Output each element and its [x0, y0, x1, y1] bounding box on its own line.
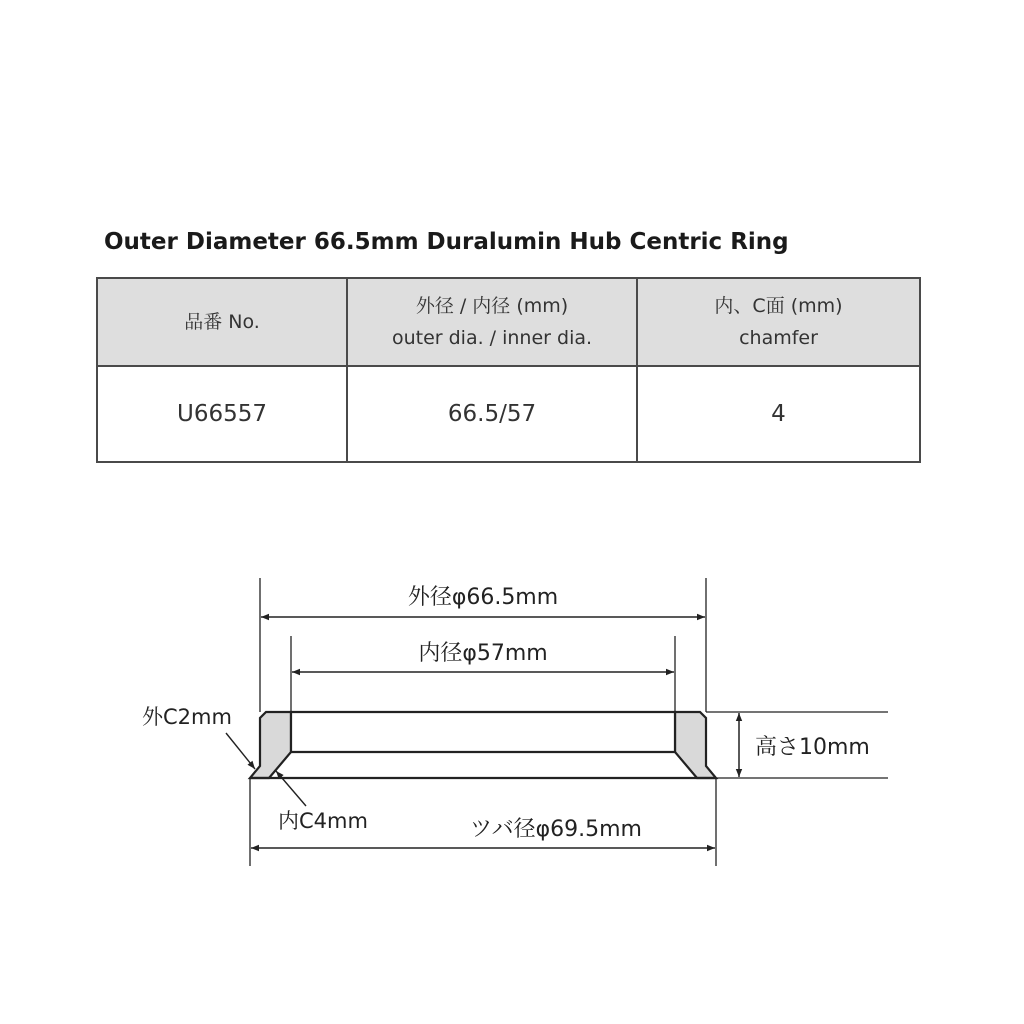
ring-right-wall	[675, 712, 716, 778]
page-title: Outer Diameter 66.5mm Duralumin Hub Centric Ring	[104, 229, 789, 255]
outer-diameter-label: 外径φ66.5mm	[407, 585, 559, 610]
outer-chamfer-label: 外C2mm	[142, 705, 232, 729]
header-chamfer-jp: 内、C面 (mm)	[714, 295, 843, 317]
ring-band	[291, 712, 675, 752]
flange-diameter-label: ツバ径φ69.5mm	[470, 817, 642, 842]
cell-dimensions: 66.5/57	[347, 366, 637, 462]
leader-outer-chamfer	[226, 733, 255, 769]
inner-chamfer-label: 内C4mm	[278, 809, 368, 833]
height-label: 高さ10mm	[755, 735, 870, 760]
header-dimensions-jp: 外径 / 内径 (mm)	[415, 295, 569, 317]
leader-inner-chamfer	[276, 771, 306, 806]
header-dimensions-en: outer dia. / inner dia.	[391, 327, 593, 349]
inner-diameter-label: 内径φ57mm	[418, 641, 548, 666]
ring-left-wall	[250, 712, 291, 778]
cell-part-no: U66557	[97, 366, 347, 462]
header-part-no-label: 品番 No.	[184, 311, 260, 333]
header-chamfer-en: chamfer	[739, 327, 818, 349]
cell-chamfer: 4	[637, 366, 920, 462]
ring-body	[250, 712, 716, 778]
